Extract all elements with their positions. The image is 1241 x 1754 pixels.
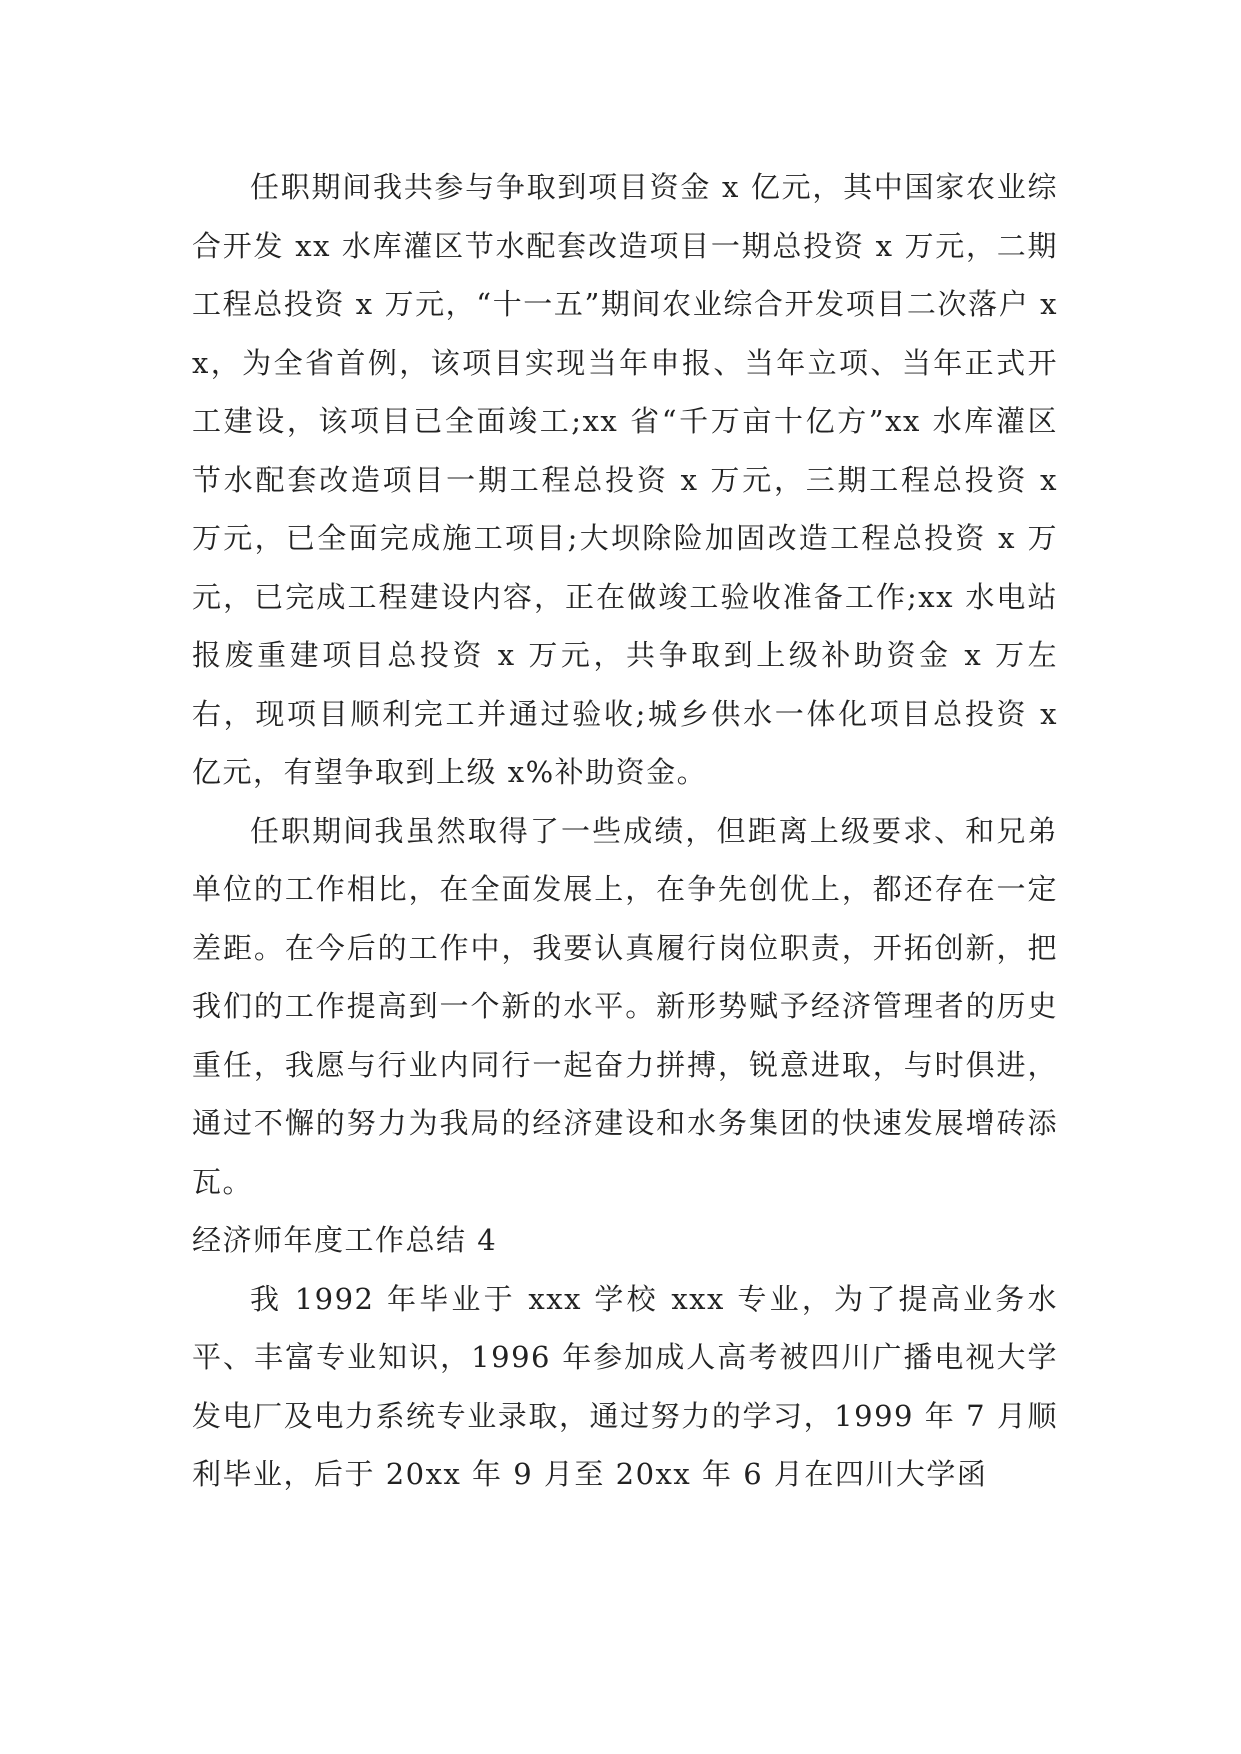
paragraph-self-assessment: 任职期间我虽然取得了一些成绩，但距离上级要求、和兄弟单位的工作相比，在全面发展上，在争先创优上，都还存在一定差距。在今后的工作中，我要认真履行岗位职责，开拓创新，把我们的工作提高到一个新的水平。新形势赋予经济管理者的历史重任，我愿与行业内同行一起奋力拼搏，锐意进取，与时俱进，通过不懈的努力为我局的经济建设和水务集团的快速发展增砖添瓦。: [192, 813, 1058, 1199]
document-page: [192, 158, 1058, 1504]
paragraph-education: 我 1992 年毕业于 xxx 学校 xxx 专业，为了提高业务水平、丰富专业知识，1996 年参加成人高考被四川广播电视大学发电厂及电力系统专业录取，通过努力的学习，1999 年 7 月顺利毕业，后于 20xx 年 9 月至 20xx 年 6 月在四川大学函: [192, 1281, 1058, 1491]
section-title: 经济师年度工作总结 4: [192, 1223, 498, 1257]
paragraph-project-funding: 任职期间我共参与争取到项目资金 x 亿元，其中国家农业综合开发 xx 水库灌区节水配套改造项目一期总投资 x 万元，二期工程总投资 x 万元，“十一五”期间农业综合开发项目二次落户 xx，为全省首例，该项目实现当年申报、当年立项、当年正式开工建设，该项目已全面竣工;xx 省“千万亩十亿方”xx 水库灌区节水配套改造项目一期工程总投资 x 万元，三期工程总投资 x 万元，已全面完成施工项目;大坝除险加固改造工程总投资 x 万元，已完成工程建设内容，正在做竣工验收准备工作;xx 水电站报废重建项目总投资 x 万元，共争取到上级补助资金 x 万左右，现项目顺利完工并通过验收;城乡供水一体化项目总投资 x 亿元，有望争取到上级 x%补助资金。: [192, 170, 1058, 789]
